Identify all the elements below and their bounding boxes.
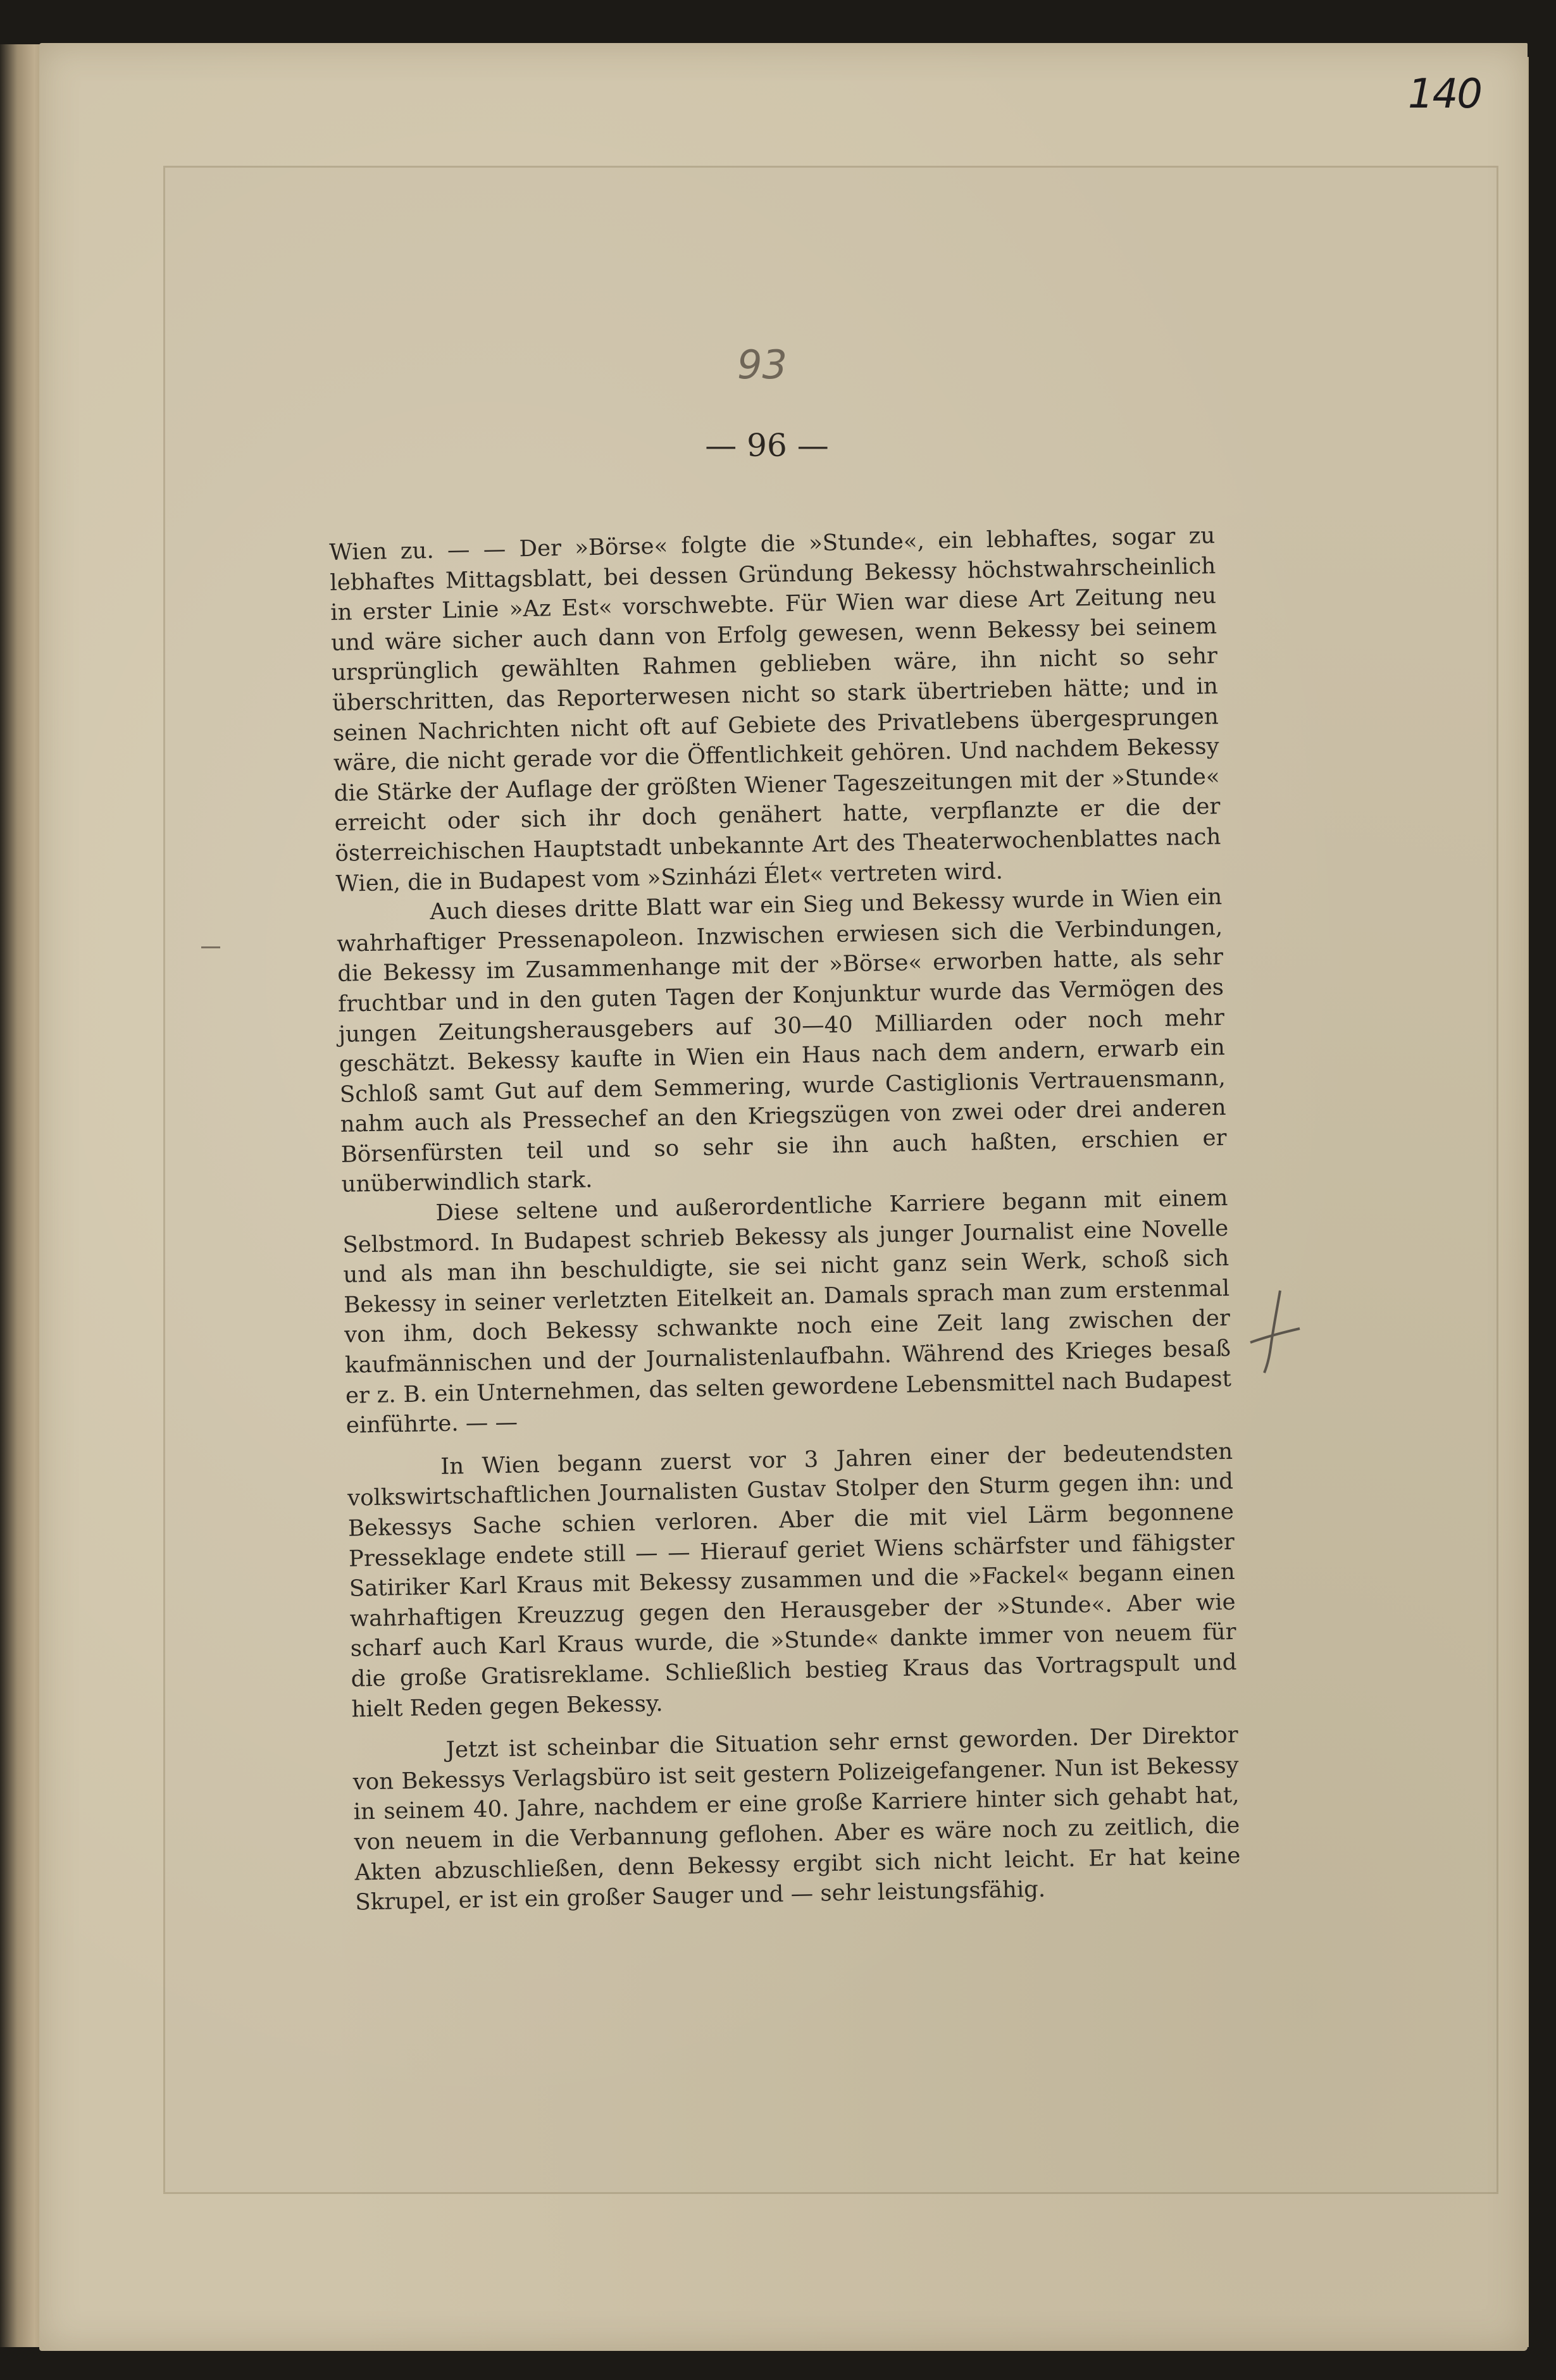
pencil-page-correction: 93	[737, 342, 787, 388]
pencil-margin-mark	[1245, 1284, 1302, 1379]
paragraph-1: Wien zu. — — Der »Börse« folgte die »Stunde«, ein lebhaftes, sogar zu lebhaftes Mittagsblatt, bei dessen Gründung Bekessy höchstwahrscheinlich in erster Linie »Az Est« vorschwebte. Für Wien war diese Art Zeitung neu und wäre sicher auch dann von Erfolg gewesen, wenn Bekessy bei seinem ursprünglich gewählten Rahmen geblieben wäre, ihn nicht so sehr überschritten, das Reporterwesen nicht so stark übertrieben hätte; und in seinen Nachrichten nicht oft auf Gebiete des Privatlebens übergesprungen wäre, die nicht gerade vor die Öffentlichkeit gehören. Und nachdem Bekessy die Stärke der Auflage der größten Wiener Tageszeitungen mit der »Stunde« erreicht oder sich ihr doch genähert hatte, verpflanzte er die der österreichischen Hauptstadt unbekannte Art des Theaterwochenblattes nach Wien, die in Budapest vom »Szinházi Élet« vertreten wird.	[329, 523, 1221, 897]
paragraph-4: In Wien begann zuerst vor 3 Jahren einer der bedeutendsten volkswirtschaftlichen Journalisten Gustav Stolper den Sturm gegen ihn: und Bekessys Sache schien verloren. Aber die mit viel Lärm begonnene Presseklage endete still — — Hierauf geriet Wiens schärfster und fähigster Satiriker Karl Kraus mit Bekessy zusammen und die »Fackel« begann einen wahrhaftigen Kreuzzug gegen den Herausgeber der »Stunde«. Aber wie scharf auch Karl Kraus wurde, die »Stunde« dankte immer von neuem für die große Gratisreklame. Schließlich bestieg Kraus das Vortragspult und hielt Reden gegen Bekessy.	[347, 1438, 1237, 1723]
paragraph-5: Jetzt ist scheinbar die Situation sehr ernst geworden. Der Direktor von Bekessys Verlagsbüro ist seit gestern Polizeigefangener. Nun ist Bekessy in seinem 40. Jahre, nachdem er eine große Karriere hinter sich gehabt hat, von neuem in die Verbannung geflohen. Aber es wäre noch zu zeitlich, die Akten abzuschließen, denn Bekessy ergibt sich nicht leicht. Er hat keine Skrupel, er ist ein großer Sauger und — sehr leistungsfähig.	[352, 1721, 1241, 1916]
margin-dash-mark	[201, 946, 220, 948]
handwritten-folio-number: 140	[1407, 71, 1481, 118]
paragraph-2: Auch dieses dritte Blatt war ein Sieg und Bekessy wurde in Wien ein wahrhaftiger Pressenapoleon. Inzwischen erwiesen sich die Verbindungen, die Bekessy im Zusammenhange mit der »Börse« erworben hatte, als sehr fruchtbar und in den guten Tagen der Konjunktur wurde das Vermögen des jungen Zeitungsherausgebers auf 30—40 Milliarden oder noch mehr geschätzt. Bekessy kaufte in Wien ein Haus nach dem andern, erwarb ein Schloß samt Gut auf dem Semmering, wurde Castiglionis Vertrauensmann, nahm auch als Pressechef an den Kriegszügen von zwei oder drei anderen Börsenfürsten teil und so sehr sie ihn auch haßten, erschien er unüberwindlich stark.	[336, 884, 1227, 1198]
article-body	[329, 521, 1242, 1918]
printed-page-number: — 96 —	[705, 427, 829, 464]
paragraph-3: Diese seltene und außerordentliche Karriere begann mit einem Selbstmord. In Budapest schrieb Bekessy als junger Journalist eine Novelle und als man ihn beschuldigte, sie sei nicht ganz sein Werk, schoß sich Bekessy in seiner verletzten Eitelkeit an. Damals sprach man zum erstenmal von ihm, doch Bekessy schwankte noch eine Zeit lang zwischen der kaufmännischen und der Journalistenlaufbahn. Während des Krieges besaß er z. B. ein Unternehmen, das selten gewordene Lebensmittel nach Budapest einführte. — —	[342, 1184, 1232, 1439]
